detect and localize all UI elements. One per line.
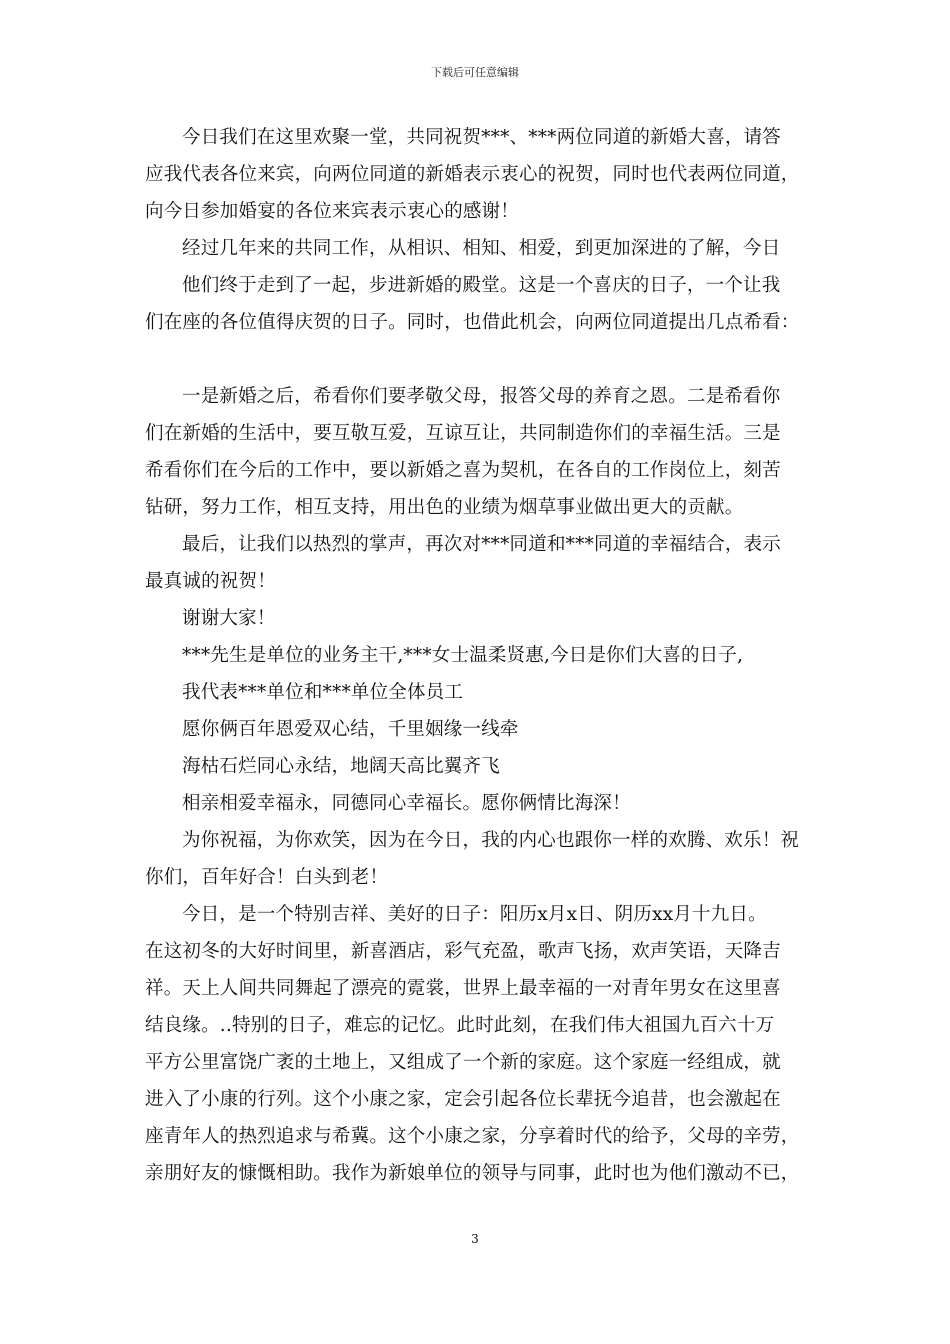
page-number: 3	[471, 1232, 479, 1246]
text-line: 最真诚的祝贺！	[145, 571, 276, 592]
text-line: 向今日参加婚宴的各位来宾表示衷心的感谢！	[145, 201, 520, 222]
text-line: 在这初冬的大好时间里，新喜酒店，彩气充盈，歌声飞扬，欢声笑语，天降吉	[145, 941, 781, 962]
text-line: 祥。天上人间共同舞起了漂亮的霓裳，世界上最幸福的一对青年男女在这里喜	[145, 978, 781, 999]
text-line: 你们，百年好合！白头到老！	[145, 867, 389, 888]
text-line: 今日，是一个特别吉祥、美好的日子：阳历x月x日、阴历xx月十九日。	[182, 904, 767, 925]
text-line: 平方公里富饶广袤的土地上，又组成了一个新的家庭。这个家庭一经组成，就	[145, 1052, 781, 1073]
text-line: 亲朋好友的慷慨相助。我作为新娘单位的领导与同事，此时也为他们激动不已，	[145, 1163, 800, 1184]
text-line: 一是新婚之后，希看你们要孝敬父母，报答父母的养育之恩。二是希看你	[182, 386, 781, 407]
text-line: 他们终于走到了一起，步进新婚的殿堂。这是一个喜庆的日子，一个让我	[182, 275, 781, 296]
text-line: 结良缘。..特别的日子，难忘的记忆。此时此刻，在我们伟大祖国九百六十万	[145, 1015, 775, 1036]
text-line: 应我代表各位来宾，向两位同道的新婚表示衷心的祝贺，同时也代表两位同道，	[145, 164, 800, 185]
text-line: 希看你们在今后的工作中，要以新婚之喜为契机，在各自的工作岗位上，刻苦	[145, 460, 781, 481]
text-line: 最后，让我们以热烈的掌声，再次对***同道和***同道的幸福结合，表示	[182, 534, 782, 555]
text-line: 相亲相爱幸福永，同德同心幸福长。愿你俩情比海深！	[182, 793, 631, 814]
text-line: 钻研，努力工作，相互支持，用出色的业绩为烟草事业做出更大的贡献。	[145, 497, 744, 518]
text-line: 我代表***单位和***单位全体员工	[182, 682, 464, 703]
text-line: 海枯石烂同心永结，地阔天高比翼齐飞	[182, 756, 500, 777]
text-line: 座青年人的热烈追求与希冀。这个小康之家，分享着时代的给予，父母的辛劳，	[145, 1126, 800, 1147]
text-line: 为你祝福，为你欢笑，因为在今日，我的内心也跟你一样的欢腾、欢乐！祝	[182, 830, 800, 851]
text-line: ***先生是单位的业务主干,***女士温柔贤惠,今日是你们大喜的日子,	[182, 645, 744, 666]
text-line: 经过几年来的共同工作，从相识、相知、相爱，到更加深进的了解，今日	[182, 238, 781, 259]
text-line: 进入了小康的行列。这个小康之家，定会引起各位长辈抚今追昔，也会激起在	[145, 1089, 781, 1110]
text-line: 愿你俩百年恩爱双心结，千里姻缘一线牵	[182, 719, 519, 740]
text-line: 们在座的各位值得庆贺的日子。同时，也借此机会，向两位同道提出几点希看：	[145, 312, 800, 333]
text-line: 谢谢大家！	[182, 608, 276, 629]
text-line: 们在新婚的生活中，要互敬互爱，互谅互让，共同制造你们的幸福生活。三是	[145, 423, 781, 444]
text-line: 今日我们在这里欢聚一堂，共同祝贺***、***两位同道的新婚大喜，请答	[182, 127, 782, 148]
page-header-note: 下载后可任意编辑	[431, 66, 519, 79]
